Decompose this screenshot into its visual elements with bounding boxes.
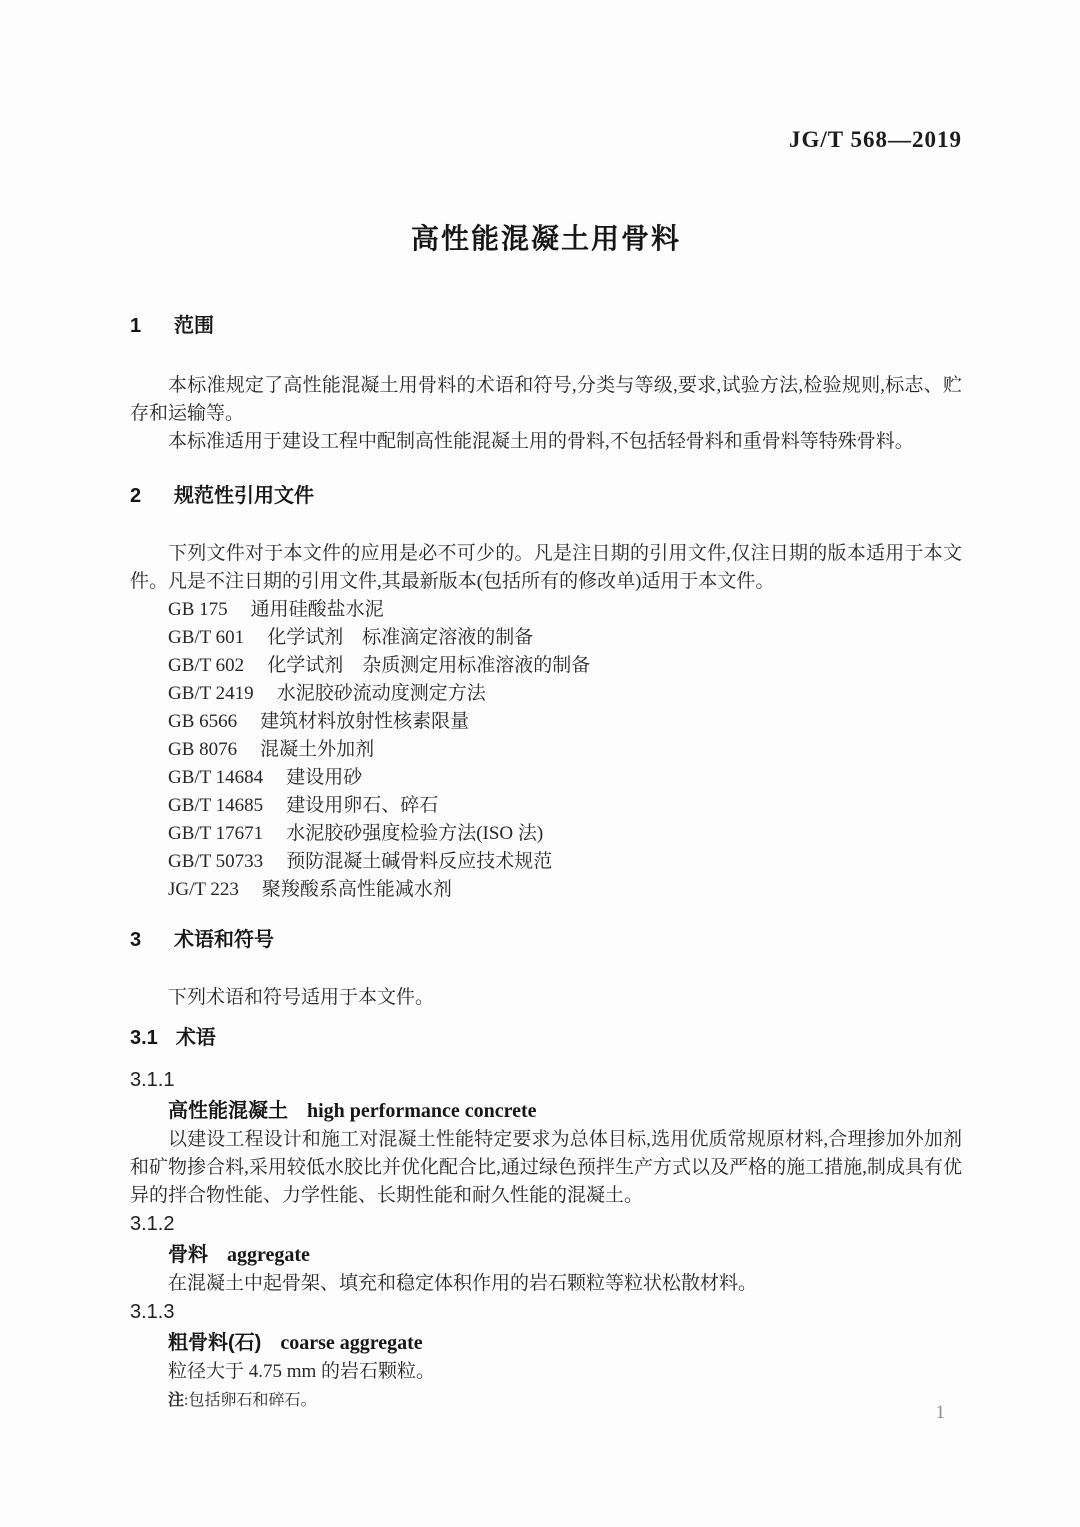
- subsection-3-1-heading: [130, 1026, 962, 1050]
- reference-title: 水泥胶砂流动度测定方法: [276, 683, 486, 704]
- term-3-1-1-definition: 以建设工程设计和施工对混凝土性能特定要求为总体目标,选用优质常规原材料,合理掺加外加剂和矿物掺合料,采用较低水胶比并优化配合比,通过绿色预拌生产方式以及严格的施工措施,制成具有优异的拌合物性能、力学性能、长期性能和耐久性能的混凝土。: [130, 1129, 962, 1206]
- page-number: 1: [935, 1402, 945, 1423]
- reference-code: GB/T 50733: [168, 851, 264, 872]
- reference-item: [168, 680, 962, 708]
- reference-code: GB/T 14684: [168, 767, 264, 788]
- doc-code: JG/T 568—2019: [789, 127, 962, 152]
- reference-code: GB 8076: [168, 739, 238, 760]
- term-3-1-1-number: 3.1.1: [130, 1069, 175, 1091]
- reference-title: 化学试剂 杂质测定用标准溶液的制备: [267, 655, 591, 676]
- section-2-title: 规范性引用文件: [174, 485, 314, 507]
- term-3-1-3-definition: 粒径大于 4.75 mm 的岩石颗粒。: [168, 1361, 436, 1382]
- reference-item: [168, 596, 962, 624]
- section-1-title: 范围: [174, 315, 214, 337]
- section-2-number: 2: [130, 485, 142, 507]
- reference-item: [168, 708, 962, 736]
- section-3-heading: [130, 928, 962, 952]
- term-zh: 高性能混凝土: [168, 1100, 288, 1122]
- subsection-3-1-number: 3.1: [130, 1027, 158, 1049]
- terms-intro: 下列术语和符号适用于本文件。: [168, 987, 435, 1008]
- reference-title: 建设用砂: [286, 767, 363, 788]
- reference-item: [168, 876, 962, 904]
- reference-title: 建设用卵石、碎石: [286, 795, 439, 816]
- term-en: aggregate: [227, 1244, 310, 1266]
- term-3-1-3-note: [130, 1390, 962, 1412]
- page-title: 高性能混凝土用骨料: [410, 223, 681, 254]
- section-1-heading: [130, 314, 962, 338]
- note-label: 注: [168, 1392, 185, 1409]
- reference-code: GB/T 14685: [168, 795, 264, 816]
- reference-title: 建筑材料放射性核素限量: [260, 711, 470, 732]
- section-2-heading: [130, 484, 962, 508]
- section-3-number: 3: [130, 929, 142, 951]
- reference-code: GB/T 17671: [168, 823, 264, 844]
- term-3-1-1: [130, 1098, 962, 1126]
- reference-item: [168, 624, 962, 652]
- reference-code: GB 175: [168, 599, 228, 620]
- term-zh: 骨料: [168, 1244, 208, 1266]
- term-3-1-3: [130, 1330, 962, 1358]
- term-3-1-2-number: 3.1.2: [130, 1213, 175, 1235]
- section-3-title: 术语和符号: [174, 929, 274, 951]
- subsection-3-1-title: 术语: [175, 1027, 216, 1049]
- reference-code: GB/T 601: [168, 627, 245, 648]
- scope-paragraph-2: 本标准适用于建设工程中配制高性能混凝土用的骨料,不包括轻骨料和重骨料等特殊骨料。: [168, 431, 914, 452]
- reference-item: [168, 652, 962, 680]
- reference-code: GB/T 602: [168, 655, 245, 676]
- term-3-1-2: [130, 1242, 962, 1270]
- term-3-1-2-definition: 在混凝土中起骨架、填充和稳定体积作用的岩石颗粒等粒状松散材料。: [168, 1273, 758, 1294]
- reference-item: [168, 820, 962, 848]
- term-en: high performance concrete: [307, 1100, 537, 1122]
- reference-title: 水泥胶砂强度检验方法(ISO 法): [286, 823, 544, 844]
- term-3-1-3-number: 3.1.3: [130, 1301, 175, 1323]
- reference-item: [168, 848, 962, 876]
- reference-item: [168, 792, 962, 820]
- reference-title: 预防混凝土碱骨料反应技术规范: [286, 851, 553, 872]
- reference-title: 混凝土外加剂: [260, 739, 375, 760]
- reference-code: GB/T 2419: [168, 683, 254, 704]
- reference-title: 聚羧酸系高性能减水剂: [261, 879, 452, 900]
- reference-item: [168, 764, 962, 792]
- section-1-number: 1: [130, 315, 142, 337]
- term-zh: 粗骨料(石): [168, 1332, 262, 1354]
- term-en: coarse aggregate: [280, 1332, 423, 1354]
- reference-list: [130, 596, 962, 904]
- reference-code: GB 6566: [168, 711, 238, 732]
- reference-title: 通用硅酸盐水泥: [250, 599, 384, 620]
- reference-item: [168, 736, 962, 764]
- scope-paragraph-1: 本标准规定了高性能混凝土用骨料的术语和符号,分类与等级,要求,试验方法,检验规则,标志、贮存和运输等。: [130, 375, 962, 424]
- references-intro: 下列文件对于本文件的应用是必不可少的。凡是注日期的引用文件,仅注日期的版本适用于本文件。凡是不注日期的引用文件,其最新版本(包括所有的修改单)适用于本文件。: [130, 543, 962, 592]
- note-text: :包括卵石和碎石。: [184, 1392, 317, 1409]
- reference-title: 化学试剂 标准滴定溶液的制备: [267, 627, 534, 648]
- reference-code: JG/T 223: [168, 879, 239, 900]
